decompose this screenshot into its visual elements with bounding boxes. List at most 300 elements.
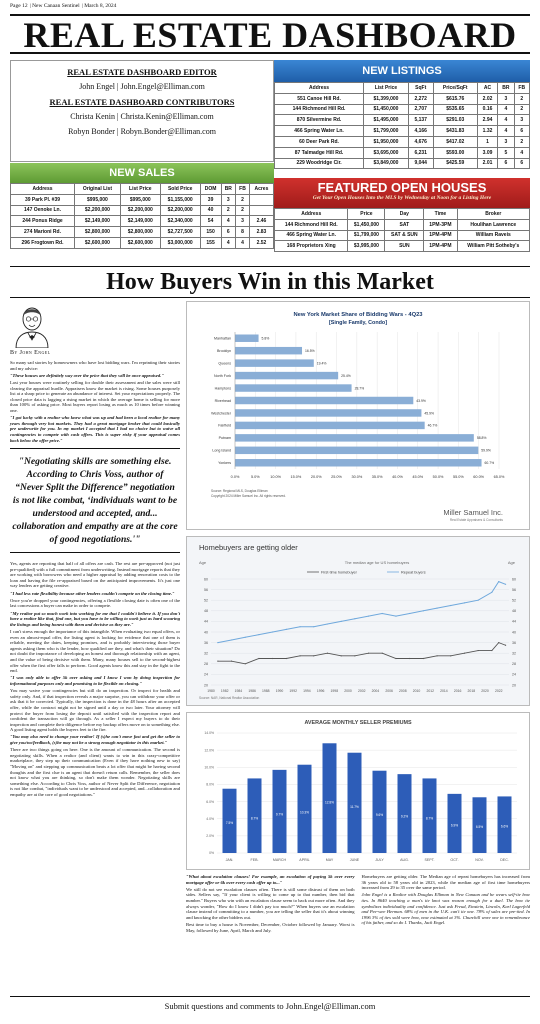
table-row [11, 227, 274, 238]
paragraph: So many sad stories by homeowners who have lost bidding wars. I'm reprinting their stories and my advice: [10, 360, 180, 371]
y-tick-label: 14.0% [204, 731, 214, 736]
category-label: Long Island [212, 448, 231, 453]
new-listings-section [274, 60, 530, 174]
data-point [498, 581, 499, 582]
data-point [505, 584, 506, 585]
data-point [341, 621, 342, 622]
bar [235, 459, 482, 466]
x-tick-label: 20.0% [310, 475, 322, 479]
article-bottom-columns [186, 874, 530, 990]
bar [235, 434, 474, 441]
x-tick-label: SEPT. [424, 858, 435, 862]
data-point [245, 663, 246, 664]
logo-subtitle: Real Estate Appraisers & Consultants [449, 518, 503, 522]
x-tick-label: 45.0% [412, 475, 424, 479]
table-cell [249, 194, 273, 205]
x-tick-label: JAN. [225, 858, 234, 862]
table-cell: $1,399,000 [364, 93, 409, 104]
table-cell: $535.65 [433, 104, 477, 115]
article-right-column [362, 874, 531, 990]
table-cell: 466 Spring Water Ln. [275, 230, 348, 241]
data-point [299, 655, 300, 656]
table-row [275, 241, 530, 252]
data-point [436, 608, 437, 609]
contributor-1: Christa Kenin | Christa.Kenin@Elliman.com [70, 112, 214, 121]
table-cell: 6 [514, 158, 529, 169]
table-cell: 2.02 [477, 93, 497, 104]
data-point [450, 605, 451, 606]
bar [235, 372, 338, 379]
category-label: Queens [218, 361, 231, 366]
table-cell: 466 Spring Water Ln. [275, 126, 364, 137]
table-cell: 4 [236, 237, 250, 248]
y-tick-label: 28 [204, 662, 208, 667]
y-tick-label-right: 44 [512, 619, 516, 624]
table-cell: $291.03 [433, 115, 477, 126]
data-label: 58.8% [476, 436, 487, 441]
table-row [275, 147, 530, 158]
table-cell: $2,200,000 [120, 205, 160, 216]
y-tick-label-right: 20 [512, 683, 516, 688]
x-tick-label: APRIL [299, 858, 310, 862]
data-label: 6.9% [450, 823, 459, 828]
table-cell: 2 [221, 205, 236, 216]
x-tick-label: 2002 [357, 689, 366, 693]
table-row [275, 115, 530, 126]
y-tick-label: 12.0% [204, 748, 214, 753]
y-tick-label: 8.0% [206, 782, 214, 787]
chart-annotation: The median age for US homebuyers [344, 560, 410, 565]
data-point [258, 634, 259, 635]
data-label: 43.9% [416, 398, 426, 403]
source-note: Source: Regional MLS, Douglas Elliman [211, 489, 268, 493]
paragraph: "These houses are definitely way over the price that they will be once appraised." [10, 372, 164, 378]
table-cell: 6,231 [408, 147, 433, 158]
x-tick-label: 15.0% [290, 475, 302, 479]
y-tick-label: 48 [204, 609, 208, 614]
category-label: Riverhead [214, 398, 231, 403]
table-cell: 5 [498, 147, 514, 158]
table-cell: 3 [236, 216, 250, 227]
y-tick-label: 2.0% [206, 834, 214, 839]
homebuyer-age-chart [186, 536, 530, 706]
category-label: Hamptons [214, 386, 231, 391]
data-point [436, 655, 437, 656]
paragraph: Best time to buy a house is November, December, October followed by January. Worst is May, followed by June, April, March and July. [186, 921, 355, 933]
data-point [423, 610, 424, 611]
y-axis-label-right: Age [507, 560, 515, 565]
y-tick-label-right: 60 [512, 577, 516, 582]
table-cell: 9,044 [408, 158, 433, 169]
data-label: 8.7% [425, 816, 434, 821]
data-label: 5.8% [261, 336, 270, 341]
table-cell: 274 Marioni Rd. [11, 227, 75, 238]
table-cell: 6 [221, 227, 236, 238]
table-header-row [275, 209, 530, 220]
table-cell: 3 [514, 115, 529, 126]
table-cell: 551 Canoe Hill Rd. [275, 93, 364, 104]
y-tick-label-right: 28 [512, 662, 516, 667]
bar [235, 384, 352, 391]
copyright-note: Copyright 2024 Miller Samuel Inc. All rights reserved. [211, 494, 286, 498]
column-header: Acres [249, 184, 273, 195]
x-tick-label: 2012 [426, 689, 434, 693]
data-point [395, 658, 396, 659]
table-row [275, 230, 530, 241]
x-tick-label: 2018 [467, 689, 476, 693]
column-header: Price/SqFt [433, 83, 477, 94]
data-label: 6.5% [475, 824, 484, 829]
data-point [395, 616, 396, 617]
bar [235, 359, 314, 366]
article-body-top [10, 360, 180, 443]
chart-title: AVERAGE MONTHLY SELLER PREMIUMS [304, 720, 412, 726]
data-label: 6.6% [500, 824, 509, 829]
table-cell: 2,272 [408, 93, 433, 104]
table-cell: $1,450,000 [348, 219, 385, 230]
open-houses-title: FEATURED OPEN HOUSES [317, 180, 487, 195]
column-header: Address [11, 184, 75, 195]
data-label: 46.7% [427, 423, 438, 428]
x-tick-label: JUNE [349, 858, 360, 862]
column-header: AC [477, 83, 497, 94]
x-tick-label: 35.0% [371, 475, 383, 479]
table-cell: 6 [498, 158, 514, 169]
data-point [258, 658, 259, 659]
y-tick-label: 60 [204, 577, 208, 582]
table-cell: 2 [236, 194, 250, 205]
category-label: Putnam [218, 436, 231, 441]
data-point [231, 639, 232, 640]
category-label: Manhattan [214, 336, 231, 341]
table-cell: $425.59 [433, 158, 477, 169]
table-cell: William Pitt Sotheby's [457, 241, 529, 252]
banner-title: REAL ESTATE DASHBOARD [23, 15, 517, 55]
data-point [409, 613, 410, 614]
table-cell: 0.16 [477, 104, 497, 115]
data-label: 60.7% [484, 461, 495, 466]
table-cell: 4 [514, 147, 529, 158]
paragraph: "My realtor put so much work into working for me that I couldn't believe it. If you don't have a realtor like that, find one, but you have to be willing to work just as hard scouring the listings and being honest with them and decisive as they are." [10, 610, 180, 627]
column-header: FB [236, 184, 250, 195]
x-tick-label: 40.0% [392, 475, 403, 479]
table-cell: $2,149,000 [120, 216, 160, 227]
seller-premiums-svg [187, 713, 529, 869]
bar [235, 447, 478, 454]
data-label: 28.7% [354, 386, 365, 391]
page-number: Page 12 [10, 3, 28, 9]
homebuyer-age-svg [187, 537, 529, 705]
y-tick-label-right: 36 [512, 640, 516, 645]
column-header: Sold Price [160, 184, 200, 195]
table-cell: SUN [385, 241, 424, 252]
column-header: List Price [120, 184, 160, 195]
x-tick-label: FEB. [250, 858, 259, 862]
table-cell: 3 [498, 136, 514, 147]
divider [10, 266, 530, 267]
paragraph: Once you're dropped your contingencies, offering a flexible closing date is often one of the last concessions a buyer can make in order to compete. [10, 597, 180, 609]
table-row [275, 126, 530, 137]
table-cell: Houlihan Lawrence [457, 219, 529, 230]
x-tick-label: 5.0% [250, 475, 260, 479]
x-tick-label: 65.0% [493, 475, 505, 479]
table-cell: $2,340,000 [160, 216, 200, 227]
x-tick-label: 2004 [371, 689, 380, 693]
x-tick-label: 1996 [316, 689, 325, 693]
column-header: Price [348, 209, 385, 220]
data-point [217, 642, 218, 643]
bar [235, 422, 425, 429]
data-point [299, 626, 300, 627]
data-label: 7.5% [225, 821, 234, 826]
table-cell: SAT [385, 219, 424, 230]
category-label: Yonkers [218, 461, 231, 466]
y-tick-label: 32 [204, 651, 208, 656]
x-tick-label: 2014 [440, 689, 448, 693]
footer-note: Submit questions and comments to John.Engel@Elliman.com [10, 996, 530, 1011]
y-tick-label: 40 [204, 630, 208, 635]
table-cell: 150 [200, 227, 221, 238]
data-point [478, 650, 479, 651]
table-cell: $1,495,000 [364, 115, 409, 126]
data-label: 12.8% [324, 800, 335, 805]
table-cell: 4 [221, 216, 236, 227]
bar [323, 743, 337, 853]
table-cell: 2.01 [477, 158, 497, 169]
table-cell: 5,137 [408, 115, 433, 126]
table-cell: $1,155,000 [160, 194, 200, 205]
new-sales-section [10, 163, 274, 263]
column-header: List Price [364, 83, 409, 94]
data-label: 8.7% [250, 816, 259, 821]
column-header: BR [221, 184, 236, 195]
table-cell: $995,000 [120, 194, 160, 205]
dashboard-banner [10, 14, 530, 54]
table-cell: 4,166 [408, 126, 433, 137]
table-cell: $1,450,000 [364, 104, 409, 115]
table-row [11, 194, 274, 205]
x-tick-label: 50.0% [432, 475, 444, 479]
new-sales-title: NEW SALES [10, 163, 274, 183]
x-tick-label: 2022 [494, 689, 503, 693]
data-point [478, 600, 479, 601]
table-cell: William Raveis [457, 230, 529, 241]
x-tick-label: NOV. [475, 858, 484, 862]
editor-contact: John Engel | John.Engel@Elliman.com [79, 82, 205, 91]
table-cell: $2,200,000 [75, 205, 121, 216]
table-cell: $3,849,000 [364, 158, 409, 169]
y-tick-label: 52 [204, 598, 208, 603]
data-point [231, 661, 232, 662]
data-point [505, 645, 506, 646]
byline: By John Engel [10, 350, 51, 356]
open-houses-header [274, 178, 530, 208]
table-cell: 144 Richmond Hill Rd. [275, 104, 364, 115]
y-tick-label: 44 [204, 619, 208, 624]
table-cell: 2.94 [477, 115, 497, 126]
category-label: Westchester [211, 411, 231, 416]
table-cell: $615.76 [433, 93, 477, 104]
pull-quote: "Negotiating skills are something else. According to Chris Voss, author of “Never Split the Difference” negotiation is not like combat, ‘individuals want to be understood and accepted, and... collaboration and empathy are at the core of good negotiations.'" [10, 448, 180, 553]
contributor-2: Robyn Bonder | Robyn.Bonder@Elliman.com [68, 127, 216, 136]
x-tick-label: 2000 [344, 689, 352, 693]
y-axis-label: Age [199, 560, 207, 565]
table-cell: $2,800,000 [120, 227, 160, 238]
table-cell [249, 205, 273, 216]
source-note: Source: NAR, National Realtor Association [199, 696, 260, 700]
editor-heading: REAL ESTATE DASHBOARD EDITOR [67, 67, 217, 77]
table-cell: 147 Oenoke Ln. [11, 205, 75, 216]
chart-title: Homebuyers are getting older [199, 543, 298, 552]
data-point [409, 658, 410, 659]
data-point [423, 658, 424, 659]
table-cell: $1,799,000 [364, 126, 409, 137]
data-point [354, 655, 355, 656]
table-row [275, 136, 530, 147]
table-cell: 40 [200, 205, 221, 216]
table-cell: 2.46 [249, 216, 273, 227]
data-label: 9.6% [375, 812, 384, 817]
data-label: 25.4% [341, 373, 351, 378]
x-tick-label: 1988 [262, 689, 270, 693]
paragraph: There are two things going on here. One is the amount of communication. The second is negotiating skills. When a realtor (and client) wants to win in this crazy-competitive marketplace, they step up their communication (Even if they have nothing new to say) "Moving on" and stepping up communication beats a lot offer that might be having second thoughts and the first clue is an agent that doesn't return calls. Remember, the seller does not know what you are thinking, so don't make them wonder. Negotiating skills are something else. According to Chris Voss, author of Never Split the Difference, negotiation is not like combat, "individuals want to be understood and accepted, and...collaboration and empathy are at the core of good negotiations." [10, 747, 180, 797]
column-header: Day [385, 209, 424, 220]
y-tick-label: 0% [209, 851, 214, 856]
x-tick-label: 1982 [220, 689, 229, 693]
open-houses-subtitle: Get Your Open Houses Into the MLS by Wednesday at Noon for a Listing Here [312, 195, 492, 201]
x-tick-label: 2020 [481, 689, 489, 693]
data-point [382, 613, 383, 614]
x-tick-label: 55.0% [452, 475, 464, 479]
bar [235, 334, 259, 341]
paragraph: "I had less rate flexibility because other lenders couldn't compete on the closing time." [10, 590, 175, 596]
x-tick-label: 30.0% [351, 475, 363, 479]
category-label: Fairfield [218, 423, 231, 428]
table-cell: 6 [514, 126, 529, 137]
data-label: 16.5% [305, 348, 315, 353]
table-row [275, 158, 530, 169]
chart-subtitle: [Single Family, Condo] [329, 320, 387, 326]
data-point [498, 642, 499, 643]
x-tick-label: 25.0% [331, 475, 342, 479]
author-portrait [10, 300, 54, 348]
paragraph: You may waive your contingencies but still do an inspection. Or inspect for health and safety only. And, if that inspection reveals a major surprise, you can withdraw your offer or ask that it be corrected. Typically, the inspection is done in the 48 hours after an accepted offer, while the contract might not be signed until a day or two later. Your attorney will protect the buyer from losing the deposit until satisfied with the inspection report and confident the transaction will go through. As a seller I expect my buyers to do their inspection and complete their diligence before my backup offers move on to something else. A good listing agent holds the buyers feet to the fire. [10, 688, 180, 733]
logo-text: Miller Samuel Inc. [443, 508, 503, 517]
data-point [382, 653, 383, 654]
table-row [11, 205, 274, 216]
table-header-row [275, 83, 530, 94]
x-tick-label: AUG. [400, 858, 409, 862]
table-cell: $2,800,000 [75, 227, 121, 238]
data-point [368, 616, 369, 617]
data-point [272, 658, 273, 659]
y-tick-label: 10.0% [204, 765, 214, 770]
table-cell: 1 [477, 136, 497, 147]
table-cell: 2,707 [408, 104, 433, 115]
table-cell: $3,000,000 [160, 237, 200, 248]
table-cell: 3.09 [477, 147, 497, 158]
data-point [368, 653, 369, 654]
table-cell: $3,695,000 [364, 147, 409, 158]
paragraph: "I was only able to offer 5k over asking and I know I won by doing inspection for informational purposes only and promising to be flexible on closing." [10, 675, 180, 686]
table-cell: 155 [200, 237, 221, 248]
paragraph: "You may also need to change your realtor! If (s)he can't move fast and get the seller to give you/no/feedback, (s)he may not be a strong enough negotiator in this market." [10, 734, 180, 746]
table-cell: 168 Proprietors Xing [275, 241, 348, 252]
table-row [275, 219, 530, 230]
contributors-heading: REAL ESTATE DASHBOARD CONTRIBUTORS [49, 97, 235, 107]
table-row [275, 93, 530, 104]
table-cell: 870 Silvermine Rd. [275, 115, 364, 126]
table-cell: $1,799,000 [348, 230, 385, 241]
y-tick-label: 20 [204, 683, 208, 688]
table-cell: 4 [498, 126, 514, 137]
x-tick-label: 2010 [412, 689, 421, 693]
table-cell: 60 Deer Park Rd. [275, 136, 364, 147]
table-cell: 144 Richmond Hill Rd. [275, 219, 348, 230]
data-point [245, 637, 246, 638]
new-listings-title: NEW LISTINGS [274, 60, 530, 82]
data-point [464, 653, 465, 654]
data-point [450, 655, 451, 656]
table-cell: 244 Ponus Ridge [11, 216, 75, 227]
x-tick-label: DEC. [500, 858, 509, 862]
new-sales-table [10, 183, 274, 249]
table-cell: 3 [498, 93, 514, 104]
paragraph: We still do not see escalation clauses often. There is still some distrust of them on both sides. Sellers say, "If your client is willing to come up to that number, then bid that number." Buyers who win with an escalation clause seem to back out more often. And they always wonder, "How do I know I didn't pay too much?" When buyers use an escalation clause instead of committing to a number, you are telling the seller that it's about winning and knocking the other bidders out. [186, 886, 355, 920]
legend-repeat: Repeat buyers [401, 570, 426, 575]
table-cell: $2,149,000 [75, 216, 121, 227]
y-tick-label-right: 48 [512, 609, 516, 614]
table-cell: 2 [236, 205, 250, 216]
x-tick-label: JULY [375, 858, 384, 862]
data-point [341, 655, 342, 656]
table-cell: $995,000 [75, 194, 121, 205]
masthead: Page 12 | New Canaan Sentinel | March 8, 2024 [10, 3, 117, 9]
table-cell: $2,600,000 [75, 237, 121, 248]
x-tick-label: 0.0% [230, 475, 240, 479]
column-header: Address [275, 209, 348, 220]
table-cell: 4,676 [408, 136, 433, 147]
bar [298, 765, 312, 853]
data-label: 9.7% [275, 812, 284, 817]
issue-date: March 8, 2024 [84, 3, 117, 9]
x-tick-label: MAY [325, 858, 334, 862]
y-tick-label-right: 40 [512, 630, 516, 635]
x-tick-label: 60.0% [473, 475, 485, 479]
data-label: 45.9% [424, 411, 435, 416]
open-houses-table [274, 208, 530, 252]
seller-premiums-chart [186, 712, 530, 870]
x-tick-label: 1986 [248, 689, 256, 693]
bar [235, 397, 413, 404]
y-tick-label-right: 32 [512, 651, 516, 656]
table-cell: $3,995,000 [348, 241, 385, 252]
column-header: Time [424, 209, 457, 220]
table-cell: 87 Talmadge Hill Rd. [275, 147, 364, 158]
table-cell: 39 Park Pl. #39 [11, 194, 75, 205]
category-label: North Fork [214, 373, 231, 378]
table-cell: 296 Frogtown Rd. [11, 237, 75, 248]
bar [348, 753, 362, 853]
x-tick-label: 2016 [453, 689, 462, 693]
data-point [327, 653, 328, 654]
table-row [11, 237, 274, 248]
new-listings-table [274, 82, 530, 169]
table-cell: $431.83 [433, 126, 477, 137]
y-tick-label: 4.0% [206, 816, 214, 821]
data-label: 9.2% [400, 814, 409, 819]
category-label: Brooklyn [217, 348, 231, 353]
